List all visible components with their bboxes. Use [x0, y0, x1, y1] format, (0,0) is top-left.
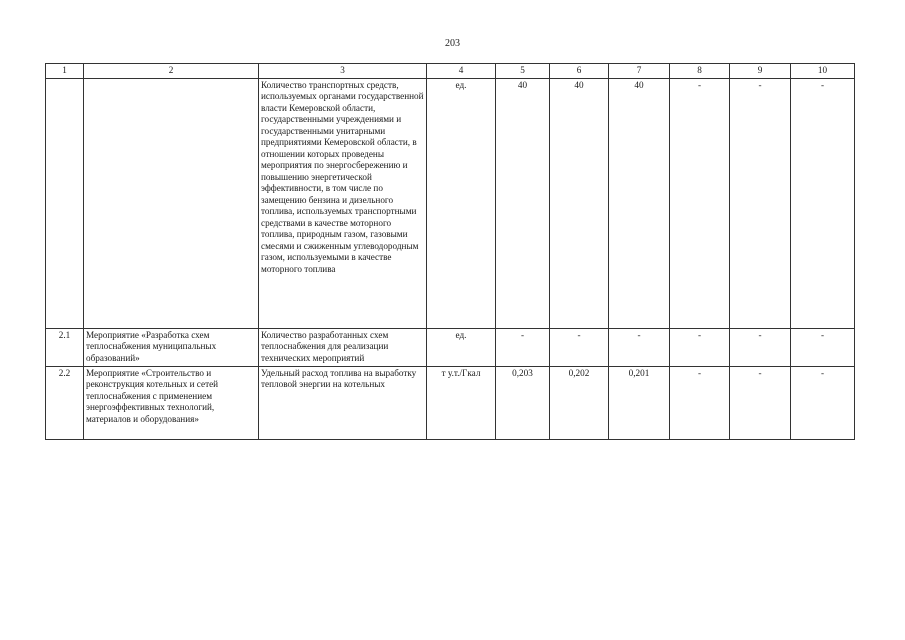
header-cell: 10	[791, 64, 855, 79]
measure-name	[84, 78, 259, 328]
value-col9: -	[730, 366, 791, 439]
unit: ед.	[427, 328, 496, 366]
table-row	[46, 366, 855, 439]
value-col5: 40	[496, 78, 550, 328]
indicator-name: Удельный расход топлива на выработку тепловой энергии на котельных	[259, 366, 427, 439]
value-col7: -	[609, 328, 670, 366]
header-cell: 8	[670, 64, 730, 79]
header-cell: 5	[496, 64, 550, 79]
value-col5: 0,203	[496, 366, 550, 439]
measures-table	[45, 63, 855, 440]
row-number	[46, 78, 84, 328]
value-col10: -	[791, 328, 855, 366]
value-col6: -	[550, 328, 609, 366]
header-cell: 2	[84, 64, 259, 79]
header-cell: 1	[46, 64, 84, 79]
value-col5: -	[496, 328, 550, 366]
unit: т у.т./Гкал	[427, 366, 496, 439]
header-cell: 3	[259, 64, 427, 79]
value-col7: 0,201	[609, 366, 670, 439]
value-col8: -	[670, 78, 730, 328]
value-col9: -	[730, 78, 791, 328]
row-number: 2.1	[46, 328, 84, 366]
table-row	[46, 328, 855, 366]
value-col6: 0,202	[550, 366, 609, 439]
measure-name: Мероприятие «Строительство и реконструкция котельных и сетей теплоснабжения с применением энергоэффективных технологий, материалов и оборудования»	[84, 366, 259, 439]
header-cell: 4	[427, 64, 496, 79]
page-number: 203	[445, 38, 460, 49]
header-cell: 9	[730, 64, 791, 79]
indicator-name: Количество разработанных схем теплоснабжения для реализации технических мероприятий	[259, 328, 427, 366]
value-col7: 40	[609, 78, 670, 328]
unit: ед.	[427, 78, 496, 328]
measure-name: Мероприятие «Разработка схем теплоснабжения муниципальных образований»	[84, 328, 259, 366]
value-col8: -	[670, 366, 730, 439]
header-row	[46, 64, 855, 79]
indicator-name: Количество транспортных средств, используемых органами государственной власти Кемеровской области, государственными учреждениями и государственными унитарными предприятиями Кемеровской области, в отношении которых проведены мероприятия по энергосбережению и повышению энергетической эффективности, в том числе по замещению бензина и дизельного топлива, используемых транспортными средствами в качестве моторного топлива, природным газом, газовыми смесями и сжиженным углеводородным газом, используемыми в качестве моторного топлива	[259, 78, 427, 328]
header-cell: 6	[550, 64, 609, 79]
value-col10: -	[791, 366, 855, 439]
row-number: 2.2	[46, 366, 84, 439]
value-col10: -	[791, 78, 855, 328]
value-col9: -	[730, 328, 791, 366]
table-row	[46, 78, 855, 328]
value-col6: 40	[550, 78, 609, 328]
value-col8: -	[670, 328, 730, 366]
header-cell: 7	[609, 64, 670, 79]
